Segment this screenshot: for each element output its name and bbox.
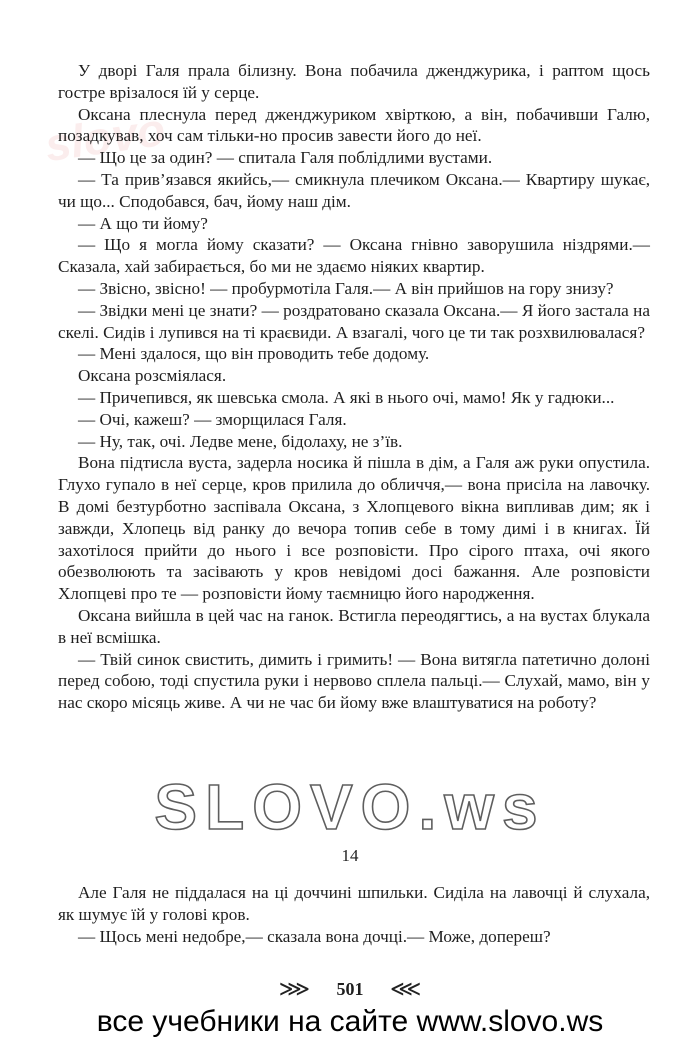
page-text-block — [58, 60, 650, 714]
slovo-watermark: SLOVO.ws — [154, 771, 546, 843]
paragraph: — Причепився, як шевська смола. А які в нього очі, мамо! Як у гадюки... — [78, 387, 615, 407]
paragraph: — Щось мені недобре,— сказала вона дочці.— Може, допереш? — [78, 926, 551, 946]
paragraph: — Що це за один? — спитала Галя поблідлими вустами. — [78, 148, 493, 168]
paragraph: Оксана розсміялася. — [78, 366, 227, 386]
paragraph: Але Галя не піддалася на ці доччині шпильки. Сиділа на лавочці й слухала, як шумує їй у голові кров. — [58, 883, 650, 924]
paragraph: — А що ти йому? — [78, 213, 208, 233]
paragraph: — Ну, так, очі. Ледве мене, бідолаху, не з’їв. — [78, 431, 403, 451]
page-footer — [0, 976, 700, 1002]
site-banner: все учебники на сайте www.slovo.ws — [0, 1002, 700, 1041]
paragraph: Оксана вийшла в цей час на ганок. Встигла переодягтись, а на вустах блукала в неї всмішка. — [58, 605, 650, 647]
section-number: 14 — [341, 846, 359, 865]
paragraph: — Звідки мені це знати? — роздратовано сказала Оксана.— Я його застала на скелі. Сидів і лупився на ті краєвиди. А взагалі, чого це ти так розхвилювалася? — [58, 300, 650, 342]
paragraph: — Мені здалося, що він проводить тебе додому. — [78, 344, 430, 364]
paragraph: — Звісно, звісно! — пробурмотіла Галя.— А він прийшов на гору знизу? — [78, 278, 614, 298]
ornament-right-icon: ⋘ — [390, 976, 422, 1001]
ornament-left-icon: ⋙ — [278, 976, 310, 1001]
paragraph: Вона підтисла вуста, задерла носика й пішла в дім, а Галя аж руки опустила. Глухо гупало в неї серце, кров прилила до обличчя,— вона присіла на лавочку. В домі безтурботно заспівала Оксана, з Хлопцевого вікна випливав дим; як і завжди, Хлопець від ранку до вечора топив себе в тому димі і в книгах. Їй захотілося прийти до нього і все розповісти. Про сірого птаха, очі якого обезволюють та засівають у кров невідомі досі бажання. Але розповісти Хлопцеві про те — розповісти йому таємницю його народження. — [58, 453, 650, 604]
page-text-block-continued — [58, 882, 650, 947]
paragraph: — Та прив’язався якийсь,— смикнула плечиком Оксана.— Квартиру шукає, чи що... Сподобався, бач, йому наш дім. — [58, 169, 650, 211]
paragraph: — Що я могла йому сказати? — Оксана гнівно заворушила ніздрями.— Сказала, хай забирається, бо ми не здаємо ніяких квартир. — [58, 235, 650, 277]
paragraph: Оксана плеснула перед дженджуриком хвірткою, а він, побачивши Галю, позадкував, хоч сам тільки-но просив завести його до неї. — [58, 104, 650, 146]
paragraph: — Твій синок свистить, димить і гримить! — Вона витягла патетично долоні перед собою, тоді спустила руки і нервово сплела пальці.— Слухай, мамо, він у нас скоро місяць живе. А чи не час би йому вже влаштуватися на роботу? — [58, 649, 650, 713]
slovo-logo-watermark: slovo — [41, 102, 169, 172]
page-number: 501 — [336, 978, 364, 999]
paragraph: У дворі Галя прала білизну. Вона побачила дженджурика, і раптом щось гостре врізалося їй у серце. — [58, 61, 650, 102]
paragraph: — Очі, кажеш? — зморщилася Галя. — [78, 409, 347, 429]
